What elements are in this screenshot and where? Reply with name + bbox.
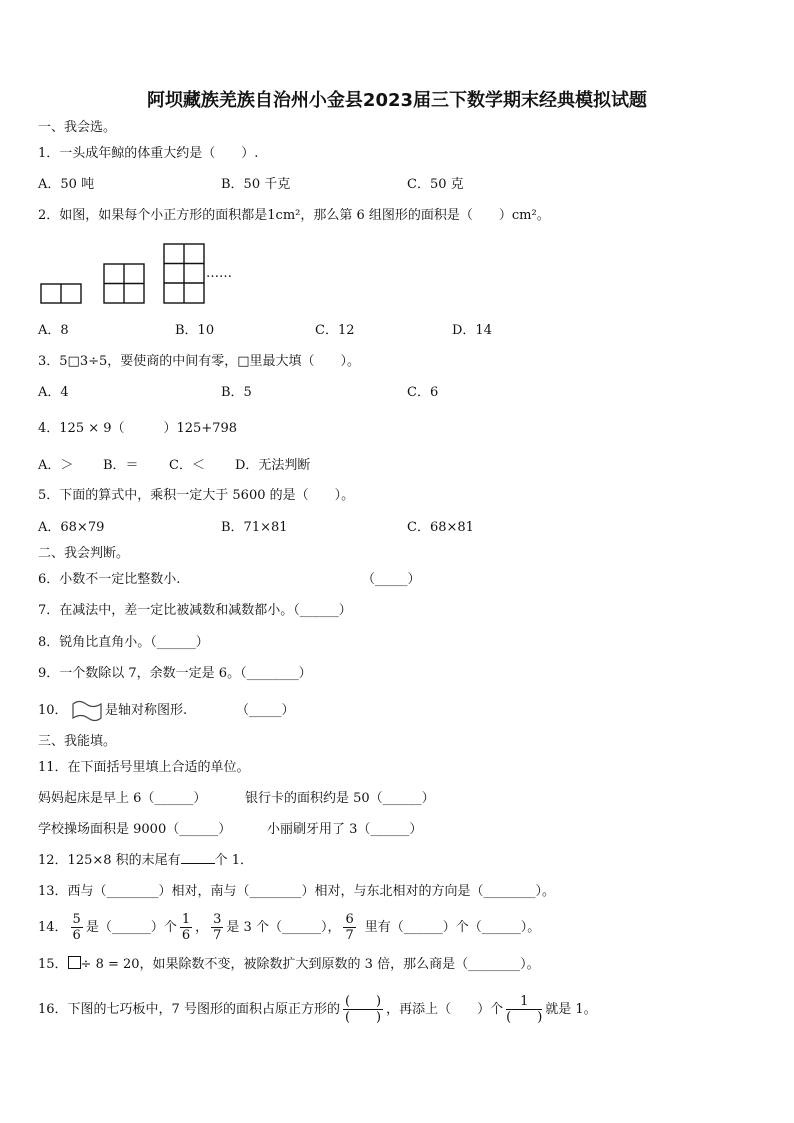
q3-option-c[interactable]: C．6 — [407, 385, 439, 400]
q14-fraction-1: $\frac{5}{6}$ — [72, 912, 81, 943]
q4-option-b[interactable]: B．＝ — [103, 458, 139, 473]
wave-shape-icon — [70, 698, 104, 724]
q1-option-b[interactable]: B．50 千克 — [221, 177, 291, 192]
q14-text-1[interactable]: 是（______）个 — [85, 920, 177, 935]
question-5: 5．下面的算式中，乘积一定大于 5600 的是（ ）。 — [38, 488, 355, 503]
q3-option-b[interactable]: B．5 — [221, 385, 252, 400]
question-15 — [38, 955, 540, 975]
q16-fraction-1[interactable]: $\frac{( )}{( )}$ — [344, 994, 382, 1025]
q4-option-c[interactable]: C．＜ — [169, 458, 205, 473]
q1-option-a[interactable]: A．50 吨 — [38, 177, 95, 192]
q11-item-1[interactable]: 妈妈起床是早上 6（______） — [38, 791, 207, 806]
q14-fraction-2: $\frac{1}{6}$ — [181, 912, 191, 943]
question-1: 1．一头成年鲸的体重大约是（ ）. — [38, 146, 259, 161]
question-7: 7．在减法中，差一定比被减数和减数都小。（______） — [38, 603, 352, 618]
q4-option-a[interactable]: A．＞ — [38, 458, 74, 473]
q5-option-b[interactable]: B．71×81 — [221, 520, 288, 535]
q3-option-a[interactable]: A．4 — [38, 385, 69, 400]
q10-answer-paren[interactable]: （_____） — [236, 703, 295, 718]
q14-number: 14． — [38, 920, 68, 935]
q16-suffix: 就是 1。 — [545, 1002, 597, 1017]
question-16 — [38, 992, 597, 1028]
q16-prefix: 16．下图的七巧板中，7 号图形的面积占原正方形的 — [38, 1002, 340, 1017]
q16-fraction-2[interactable]: $\frac{1}{( )}$ — [506, 994, 543, 1025]
q5-option-c[interactable]: C．68×81 — [407, 520, 474, 535]
section-2-heading: 二、我会判断。 — [38, 546, 130, 561]
q14-fraction-4: $\frac{6}{7}$ — [345, 912, 354, 943]
question-11: 11．在下面括号里填上合适的单位。 — [38, 760, 250, 775]
q14-separator: ， — [195, 920, 209, 935]
q2-option-b[interactable]: B．10 — [175, 323, 215, 338]
question-2: 2．如图，如果每个小正方形的面积都是1cm²，那么第 6 组图形的面积是（ ）cm²。 — [38, 208, 550, 223]
q14-fraction-3: $\frac{3}{7}$ — [213, 912, 222, 943]
q12-suffix: 个 1． — [214, 853, 254, 868]
q11-item-2[interactable]: 银行卡的面积约是 50（______） — [245, 791, 435, 806]
q16-middle: ，再添上（ ）个 — [386, 1002, 504, 1017]
q4-option-d[interactable]: D．无法判断 — [235, 458, 311, 473]
page-title: 阿坝藏族羌族自治州小金县2023届三下数学期末经典模拟试题 — [146, 90, 648, 111]
question-6: 6．小数不一定比整数小. — [38, 572, 181, 587]
question-13: 13．西与（________）相对，南与（________）相对，与东北相对的方向是（________）。 — [38, 884, 556, 899]
question-12 — [38, 851, 253, 871]
q2-option-a[interactable]: A．8 — [38, 323, 69, 338]
q2-option-d[interactable]: D．14 — [452, 323, 492, 338]
section-1-heading: 一、我会选。 — [38, 120, 117, 135]
question-9: 9．一个数除以 7，余数一定是 6。（________） — [38, 666, 312, 681]
empty-box-icon — [68, 956, 81, 969]
q1-option-c[interactable]: C．50 克 — [407, 177, 464, 192]
q15-number: 15． — [38, 957, 68, 972]
question-8: 8．锐角比直角小。（______） — [38, 635, 209, 650]
q5-option-a[interactable]: A．68×79 — [38, 520, 105, 535]
q10-number: 10． — [38, 703, 68, 718]
q11-item-4[interactable]: 小丽刷牙用了 3（______） — [267, 822, 423, 837]
q2-option-c[interactable]: C．12 — [315, 323, 355, 338]
question-14 — [38, 910, 540, 946]
question-10: 是轴对称图形. — [105, 703, 188, 718]
q15-text: ÷ 8 = 20，如果除数不变，被除数扩大到原数的 3 倍，那么商是（________）。 — [80, 957, 540, 972]
question-3: 3．5□3÷5，要使商的中间有零，□里最大填（ ）。 — [38, 354, 361, 369]
question-4: 4．125 × 9（ ）125+798 — [38, 421, 238, 436]
q12-answer-blank[interactable] — [181, 851, 215, 864]
q2-ellipsis: …… — [206, 266, 232, 281]
section-3-heading: 三、我能填。 — [38, 734, 117, 749]
q14-text-3[interactable]: 里有（______）个（______）。 — [364, 920, 541, 935]
q6-answer-paren[interactable]: （_____） — [362, 572, 421, 587]
q12-prefix: 12．125×8 积的末尾有 — [38, 853, 181, 868]
q14-text-2[interactable]: 是 3 个（______）， — [226, 920, 341, 935]
q11-item-3[interactable]: 学校操场面积是 9000（______） — [38, 822, 232, 837]
